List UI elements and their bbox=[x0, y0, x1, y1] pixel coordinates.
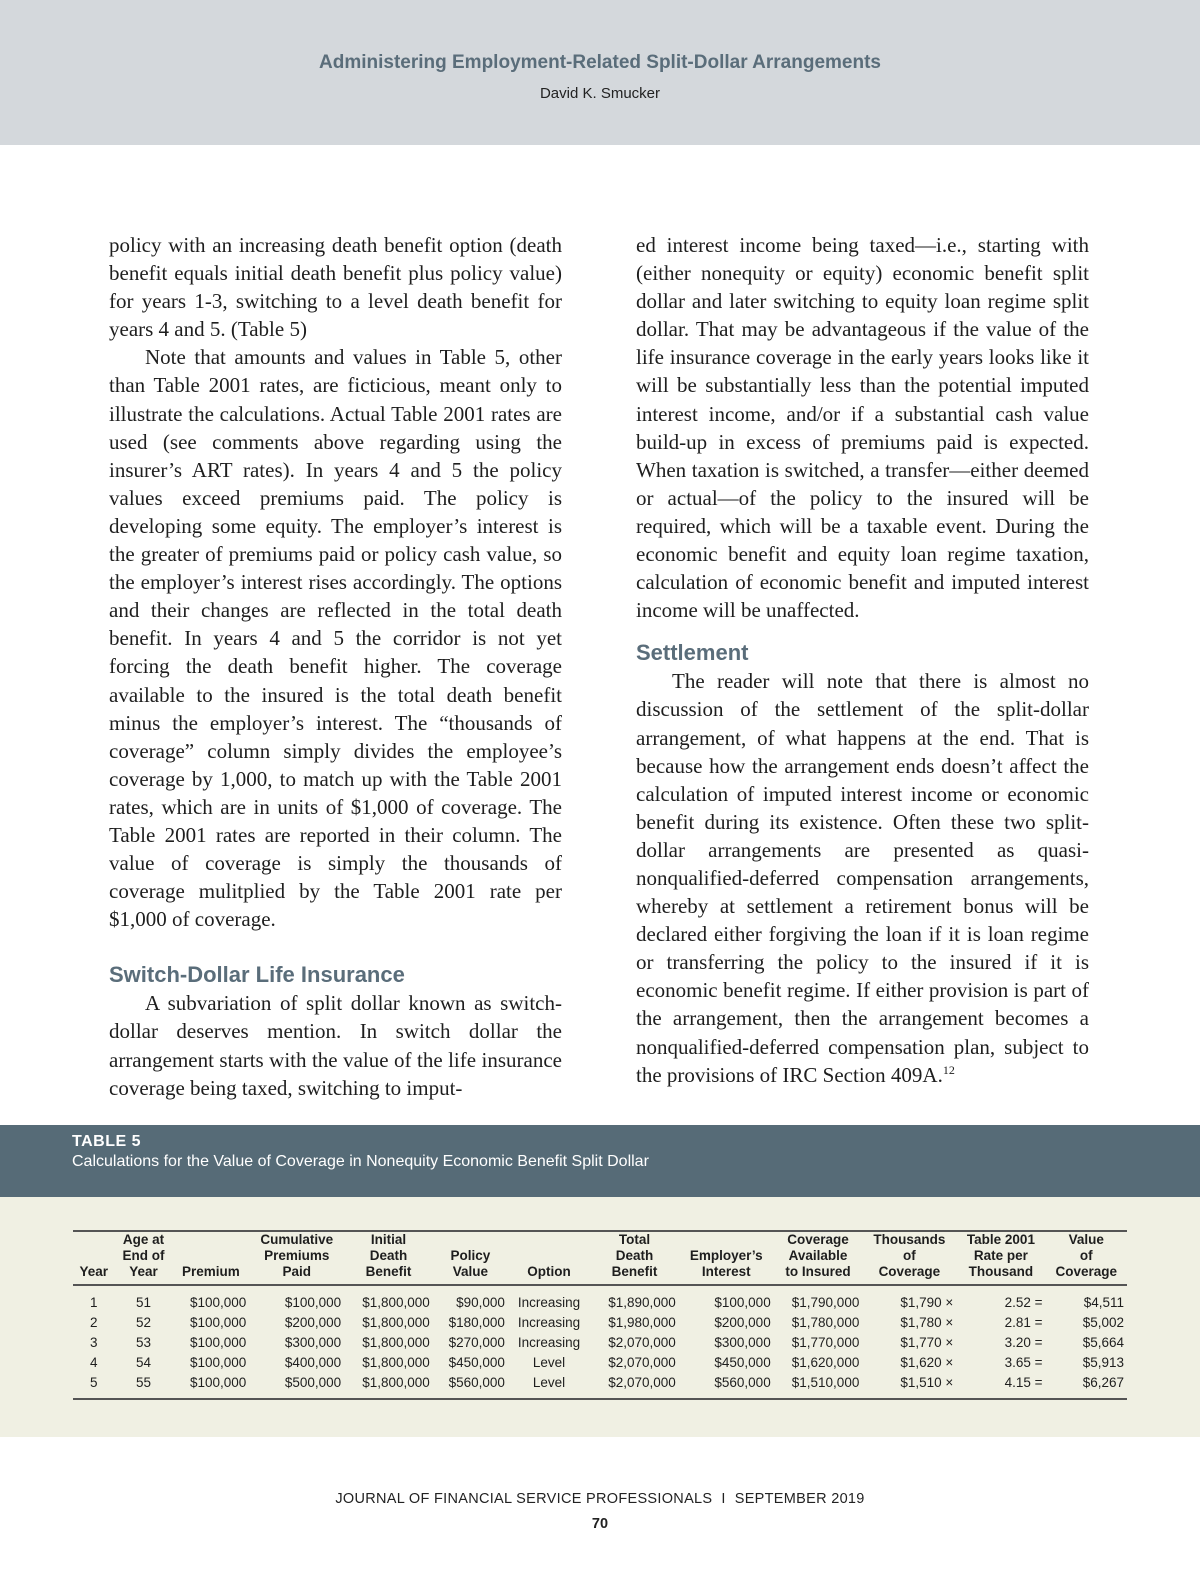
table-cell: $500,000 bbox=[249, 1373, 344, 1399]
column-header-line: Death bbox=[615, 1248, 654, 1263]
column-header-line: Year bbox=[79, 1264, 109, 1279]
column-header-line: Total bbox=[618, 1232, 651, 1247]
paragraph: ed interest income being taxed—i.e., starting with (either nonequity or equity) economic benefit split dollar and later switching to equity loan regime split dollar. That may be advantageous if the value of the life insurance coverage in the early years looks like it will be substantially less than the potential imputed interest income, and/or if a substantial cash value build-up in excess of premiums paid is expected. When taxation is switched, a transfer—either deemed or actual—of the policy to the insured will be required, which will be a taxable event. During the economic benefit and equity loan regime taxation, calculation of economic benefit and imputed interest income will be unaffected. bbox=[636, 233, 1089, 623]
column-header bbox=[344, 1231, 433, 1285]
table-row bbox=[73, 1373, 1127, 1399]
table-cell: $90,000 bbox=[456, 1295, 505, 1310]
column-header-line bbox=[76, 1248, 112, 1264]
table-row bbox=[73, 1353, 1127, 1373]
column-header bbox=[956, 1231, 1045, 1285]
column-header-line: Value bbox=[452, 1264, 488, 1279]
table-cell: 5 bbox=[73, 1373, 115, 1399]
column-header-line: Thousands bbox=[873, 1232, 946, 1247]
table-cell: 3 bbox=[90, 1335, 98, 1350]
column-header-line: Policy bbox=[450, 1248, 491, 1263]
column-header-line bbox=[175, 1248, 246, 1264]
table-cell: 4 bbox=[90, 1355, 98, 1370]
table-cell: 2 bbox=[90, 1315, 98, 1330]
page-footer bbox=[0, 1491, 1200, 1507]
column-header-line: Benefit bbox=[365, 1264, 412, 1279]
table-cell: 2.52 = bbox=[1004, 1295, 1043, 1310]
column-header-line: End of bbox=[122, 1248, 165, 1263]
table-cell: $1,800,000 bbox=[362, 1315, 430, 1330]
table-row bbox=[73, 1333, 1127, 1353]
table-cell: $5,002 bbox=[1082, 1315, 1124, 1330]
table-cell: 55 bbox=[115, 1373, 173, 1399]
table-cell: $1,890,000 bbox=[608, 1295, 676, 1310]
column-header bbox=[679, 1231, 774, 1285]
table-cell: $560,000 bbox=[433, 1373, 508, 1399]
table-cell: 3.65 = bbox=[1004, 1355, 1043, 1370]
table-cell: 52 bbox=[135, 1315, 152, 1330]
footnote-marker: 12 bbox=[942, 1062, 955, 1077]
table-cell: $4,511 bbox=[1083, 1295, 1124, 1310]
table-cell: $100,000 bbox=[189, 1315, 247, 1330]
table-cell: $1,980,000 bbox=[608, 1315, 676, 1330]
data-table bbox=[73, 1230, 1127, 1400]
column-header bbox=[249, 1231, 344, 1285]
column-header-line: Death bbox=[369, 1248, 408, 1263]
table-cell: $1,800,000 bbox=[362, 1335, 430, 1350]
table-cell: Level bbox=[532, 1355, 566, 1370]
table-cell: $1,620,000 bbox=[791, 1355, 860, 1370]
table-cell: $1,780,000 bbox=[791, 1315, 860, 1330]
section-heading: Switch-Dollar Life Insurance bbox=[109, 962, 405, 988]
column-header-line: of bbox=[902, 1248, 916, 1263]
table-cell: Increasing bbox=[517, 1295, 581, 1310]
column-header bbox=[172, 1231, 249, 1285]
column-header-line bbox=[76, 1232, 112, 1248]
table-cell: $400,000 bbox=[284, 1355, 342, 1370]
column-header bbox=[433, 1231, 508, 1285]
table-cell: $200,000 bbox=[714, 1315, 771, 1330]
table-cell: $100,000 bbox=[189, 1335, 247, 1350]
table-cell: $1,790 × bbox=[900, 1295, 954, 1310]
paragraph: Note that amounts and values in Table 5, other than Table 2001 rates, are ficticious, meant only to illustrate the calculations. Actual Table 2001 rates are used (see comments above regarding using the insurer’s ART rates). In years 4 and 5 the policy values exceed premiums paid. The policy is developing some equity. The employer’s interest is the greater of premiums paid or policy cash value, so the employer’s interest rises accordingly. The options and their changes are reflected in the total death benefit. In years 4 and 5 the corridor is not yet forcing the death benefit higher. The coverage available to the insured is the total death benefit minus the employer’s interest. The “thousands of coverage” column simply divides the employee’s coverage by 1,000, to match up with the Table 2001 rates, which are in units of $1,000 of coverage. The Table 2001 rates are reported in their column. The value of coverage is simply the thousands of coverage mulitplied by the Table 2001 rate per $1,000 of coverage. bbox=[109, 345, 562, 932]
table-cell: 54 bbox=[135, 1355, 152, 1370]
column-header-line: Benefit bbox=[611, 1264, 658, 1279]
paragraph: policy with an increasing death benefit option (death benefit equals initial death benefit plus policy value) for years 1-3, switching to a level death benefit for years 4 and 5. (Table 5) bbox=[109, 233, 562, 342]
author-name: David K. Smucker bbox=[539, 85, 661, 102]
table-cell: $1,510 × bbox=[862, 1373, 956, 1399]
table-cell: Increasing bbox=[517, 1315, 581, 1330]
section-heading: Settlement bbox=[636, 640, 749, 666]
table-cell: 53 bbox=[135, 1335, 152, 1350]
table-cell: $100,000 bbox=[172, 1373, 249, 1399]
column-header-line: Age at bbox=[122, 1232, 165, 1247]
table-cell: Increasing bbox=[517, 1335, 581, 1350]
table-cell: $200,000 bbox=[284, 1315, 342, 1330]
table-cell: $560,000 bbox=[679, 1373, 774, 1399]
paragraph: A subvariation of split dollar known as switch-dollar deserves mention. In switch dollar the arrangement starts with the value of the life insurance coverage being taxed, switching to imput- bbox=[109, 991, 562, 1100]
left-column bbox=[109, 231, 562, 1102]
column-header-line bbox=[436, 1232, 505, 1248]
table-cell: $1,790,000 bbox=[791, 1295, 860, 1310]
column-header-line bbox=[511, 1248, 587, 1264]
table-cell: $1,770,000 bbox=[791, 1335, 860, 1350]
column-header-line: Paid bbox=[282, 1264, 311, 1279]
table-cell: $6,267 bbox=[1046, 1373, 1127, 1399]
column-header-line: Employer’s bbox=[689, 1248, 763, 1263]
table-cell: $2,070,000 bbox=[590, 1373, 679, 1399]
column-header-line bbox=[682, 1232, 771, 1248]
table-cell: $300,000 bbox=[714, 1335, 771, 1350]
column-header bbox=[73, 1231, 115, 1285]
paragraph bbox=[636, 667, 1089, 1088]
table-caption: Calculations for the Value of Coverage in Nonequity Economic Benefit Split Dollar bbox=[72, 1153, 649, 1170]
column-header-line: Premiums bbox=[264, 1248, 330, 1263]
column-header bbox=[115, 1231, 173, 1285]
table-cell: $5,913 bbox=[1082, 1355, 1124, 1370]
column-header bbox=[1046, 1231, 1127, 1285]
column-header bbox=[862, 1231, 956, 1285]
column-header-line: of bbox=[1079, 1248, 1093, 1263]
table-cell: $1,780 × bbox=[900, 1315, 954, 1330]
table-label: TABLE 5 bbox=[72, 1133, 141, 1150]
table-cell: $100,000 bbox=[189, 1295, 247, 1310]
table-cell: $180,000 bbox=[448, 1315, 505, 1330]
table-row bbox=[73, 1313, 1127, 1333]
column-header-line: Coverage bbox=[787, 1232, 849, 1247]
table-cell: $1,510,000 bbox=[774, 1373, 863, 1399]
paragraph-text: The reader will note that there is almost no discussion of the settlement of the split-dollar arrangement, of what happens at the end. That is because how the arrangement ends doesn’t affect the calculation of imputed interest income or economic benefit during its existence. Often these two split-dollar arrangements are presented as quasi-nonqualified-deferred compensation arrangements, whereby at settlement a retirement bonus will be declared either forgiving the loan if it is loan regime or transferring the policy to the insured if it is economic benefit regime. If either provision is part of the arrangement, then the arrangement becomes a nonqualified-deferred compensation plan, subject to the provisions of IRC Section 409A. bbox=[636, 669, 1089, 1087]
column-header-line: Initial bbox=[370, 1232, 407, 1247]
column-header-line: Cumulative bbox=[260, 1232, 334, 1247]
column-header bbox=[590, 1231, 679, 1285]
table-header-row bbox=[73, 1231, 1127, 1285]
column-header bbox=[774, 1231, 863, 1285]
column-header-line: Option bbox=[527, 1264, 571, 1279]
journal-name: JOURNAL OF FINANCIAL SERVICE PROFESSIONALS bbox=[335, 1491, 713, 1507]
table-cell: $1,620 × bbox=[900, 1355, 954, 1370]
table-cell: $1,800,000 bbox=[362, 1295, 430, 1310]
table-cell: 2.81 = bbox=[1004, 1315, 1043, 1330]
column-header-line: Premium bbox=[181, 1264, 240, 1279]
table-cell: $5,664 bbox=[1082, 1335, 1124, 1350]
table-cell: $300,000 bbox=[284, 1335, 342, 1350]
column-header-line: Interest bbox=[701, 1264, 751, 1279]
running-title: Administering Employment-Related Split-Dollar Arrangements bbox=[319, 52, 881, 73]
table-cell: $1,800,000 bbox=[344, 1373, 433, 1399]
table-cell: $1,770 × bbox=[900, 1335, 954, 1350]
page-header bbox=[0, 0, 1200, 145]
table-cell: 4.15 = bbox=[956, 1373, 1045, 1399]
table-cell: 1 bbox=[90, 1295, 98, 1310]
table-cell: $100,000 bbox=[189, 1355, 247, 1370]
table-cell: 51 bbox=[135, 1295, 152, 1310]
table-cell: $2,070,000 bbox=[608, 1335, 676, 1350]
column-header-line: Year bbox=[129, 1264, 158, 1279]
column-header-line: Coverage bbox=[1055, 1264, 1118, 1279]
table-cell: $2,070,000 bbox=[608, 1355, 676, 1370]
table-cell: $100,000 bbox=[284, 1295, 342, 1310]
table-cell: 3.20 = bbox=[1004, 1335, 1043, 1350]
column-header-line bbox=[511, 1232, 587, 1248]
table-cell: $270,000 bbox=[448, 1335, 505, 1350]
right-column bbox=[636, 231, 1089, 1089]
column-header-line: Coverage bbox=[878, 1264, 941, 1279]
page-number: 70 bbox=[591, 1516, 609, 1532]
table-cell: $1,800,000 bbox=[362, 1355, 430, 1370]
column-header-line: Thousand bbox=[968, 1264, 1034, 1279]
table-row bbox=[73, 1285, 1127, 1313]
column-header-line: Table 2001 bbox=[966, 1232, 1035, 1247]
column-header-line bbox=[175, 1232, 246, 1248]
column-header bbox=[508, 1231, 590, 1285]
table-cell: $450,000 bbox=[448, 1355, 505, 1370]
table-cell: Level bbox=[508, 1373, 590, 1399]
footer-separator: I bbox=[721, 1491, 726, 1507]
issue-date: SEPTEMBER 2019 bbox=[734, 1491, 865, 1507]
table-cell: $450,000 bbox=[714, 1355, 771, 1370]
table-cell: $100,000 bbox=[714, 1295, 771, 1310]
column-header-line: Rate per bbox=[973, 1248, 1028, 1263]
column-header-line: to Insured bbox=[785, 1264, 851, 1279]
column-header-line: Available bbox=[788, 1248, 848, 1263]
column-header-line: Value bbox=[1068, 1232, 1104, 1247]
